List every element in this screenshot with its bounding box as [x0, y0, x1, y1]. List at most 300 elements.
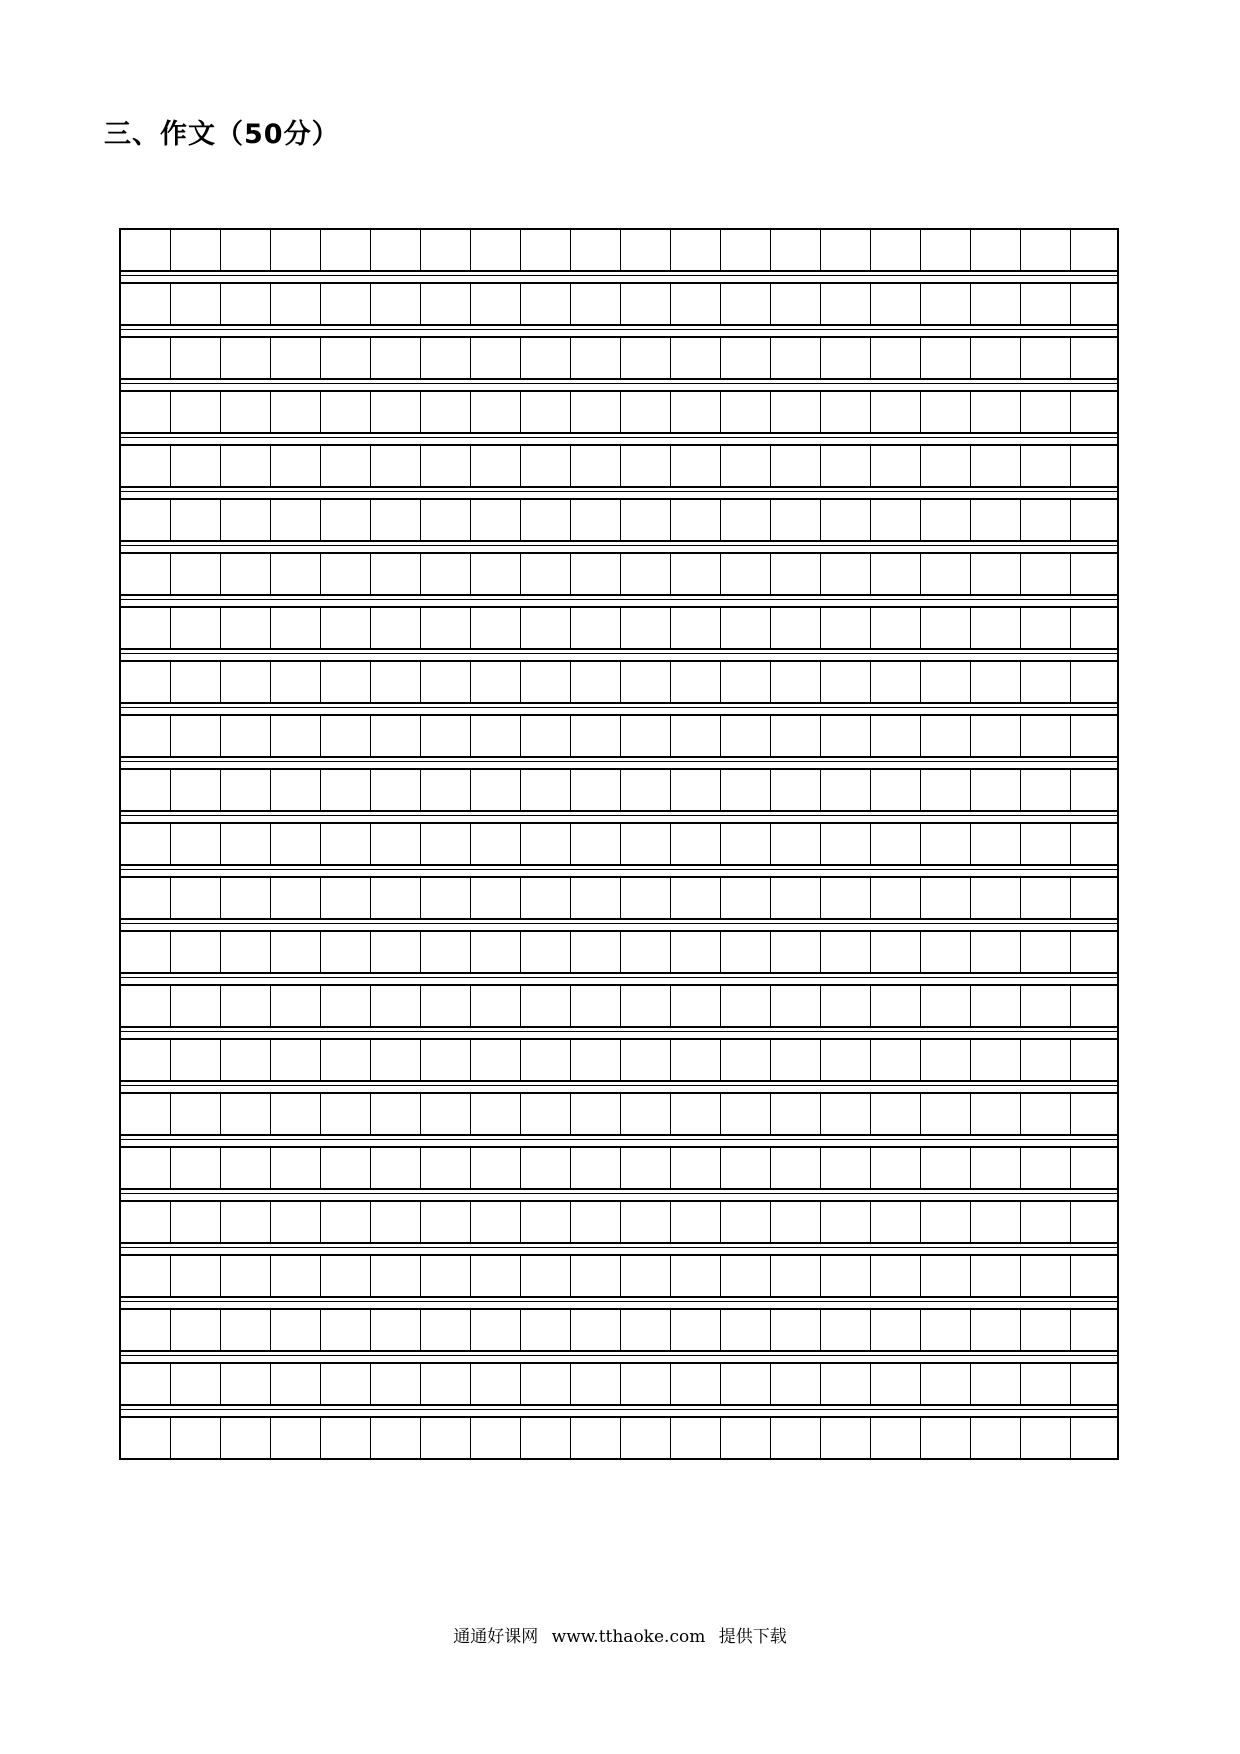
- grid-cell[interactable]: [571, 446, 621, 486]
- grid-cell[interactable]: [271, 986, 321, 1026]
- grid-cell[interactable]: [321, 1202, 371, 1242]
- grid-cell[interactable]: [671, 1094, 721, 1134]
- grid-cell[interactable]: [521, 392, 571, 432]
- grid-cell[interactable]: [271, 878, 321, 918]
- grid-cell[interactable]: [421, 1148, 471, 1188]
- grid-cell[interactable]: [921, 662, 971, 702]
- grid-cell[interactable]: [271, 1148, 321, 1188]
- grid-cell[interactable]: [571, 392, 621, 432]
- grid-cell[interactable]: [321, 446, 371, 486]
- grid-cell[interactable]: [771, 500, 821, 540]
- grid-cell[interactable]: [1021, 338, 1071, 378]
- grid-cell[interactable]: [1071, 230, 1121, 270]
- grid-cell[interactable]: [871, 554, 921, 594]
- grid-cell[interactable]: [921, 608, 971, 648]
- grid-cell[interactable]: [621, 824, 671, 864]
- grid-cell[interactable]: [1071, 1148, 1121, 1188]
- grid-cell[interactable]: [321, 1040, 371, 1080]
- grid-cell[interactable]: [421, 500, 471, 540]
- grid-cell[interactable]: [821, 986, 871, 1026]
- grid-cell[interactable]: [571, 1148, 621, 1188]
- grid-cell[interactable]: [1021, 1310, 1071, 1350]
- grid-cell[interactable]: [471, 1202, 521, 1242]
- grid-cell[interactable]: [221, 446, 271, 486]
- grid-cell[interactable]: [571, 554, 621, 594]
- grid-cell[interactable]: [671, 500, 721, 540]
- grid-cell[interactable]: [1071, 878, 1121, 918]
- grid-cell[interactable]: [421, 1418, 471, 1458]
- grid-cell[interactable]: [921, 932, 971, 972]
- grid-cell[interactable]: [721, 500, 771, 540]
- grid-cell[interactable]: [271, 284, 321, 324]
- grid-cell[interactable]: [771, 824, 821, 864]
- grid-cell[interactable]: [571, 1094, 621, 1134]
- grid-cell[interactable]: [771, 446, 821, 486]
- grid-cell[interactable]: [871, 986, 921, 1026]
- grid-cell[interactable]: [921, 986, 971, 1026]
- grid-cell[interactable]: [771, 608, 821, 648]
- grid-cell[interactable]: [1071, 554, 1121, 594]
- grid-cell[interactable]: [971, 554, 1021, 594]
- grid-cell[interactable]: [421, 392, 471, 432]
- grid-cell[interactable]: [1071, 824, 1121, 864]
- grid-cell[interactable]: [471, 716, 521, 756]
- grid-cell[interactable]: [121, 500, 171, 540]
- grid-cell[interactable]: [221, 824, 271, 864]
- grid-cell[interactable]: [221, 230, 271, 270]
- grid-cell[interactable]: [621, 1202, 671, 1242]
- grid-cell[interactable]: [571, 878, 621, 918]
- grid-cell[interactable]: [171, 824, 221, 864]
- grid-cell[interactable]: [621, 716, 671, 756]
- grid-cell[interactable]: [921, 446, 971, 486]
- grid-cell[interactable]: [321, 1256, 371, 1296]
- grid-cell[interactable]: [521, 284, 571, 324]
- grid-cell[interactable]: [271, 392, 321, 432]
- grid-cell[interactable]: [121, 608, 171, 648]
- grid-cell[interactable]: [821, 500, 871, 540]
- grid-cell[interactable]: [721, 986, 771, 1026]
- grid-cell[interactable]: [671, 1148, 721, 1188]
- grid-cell[interactable]: [771, 1256, 821, 1296]
- grid-cell[interactable]: [721, 1202, 771, 1242]
- grid-cell[interactable]: [571, 608, 621, 648]
- grid-cell[interactable]: [671, 284, 721, 324]
- grid-cell[interactable]: [871, 608, 921, 648]
- grid-cell[interactable]: [721, 1256, 771, 1296]
- grid-cell[interactable]: [321, 662, 371, 702]
- grid-cell[interactable]: [271, 608, 321, 648]
- grid-cell[interactable]: [1021, 446, 1071, 486]
- grid-cell[interactable]: [621, 1040, 671, 1080]
- grid-cell[interactable]: [371, 1256, 421, 1296]
- grid-cell[interactable]: [271, 500, 321, 540]
- grid-cell[interactable]: [621, 500, 671, 540]
- grid-cell[interactable]: [521, 1094, 571, 1134]
- grid-cell[interactable]: [671, 770, 721, 810]
- grid-cell[interactable]: [471, 500, 521, 540]
- grid-cell[interactable]: [271, 1256, 321, 1296]
- grid-cell[interactable]: [471, 608, 521, 648]
- grid-cell[interactable]: [521, 500, 571, 540]
- grid-cell[interactable]: [321, 554, 371, 594]
- grid-cell[interactable]: [471, 1040, 521, 1080]
- grid-cell[interactable]: [871, 878, 921, 918]
- grid-cell[interactable]: [171, 1202, 221, 1242]
- grid-cell[interactable]: [571, 1418, 621, 1458]
- grid-cell[interactable]: [321, 1310, 371, 1350]
- grid-cell[interactable]: [371, 1094, 421, 1134]
- grid-cell[interactable]: [821, 1040, 871, 1080]
- grid-cell[interactable]: [171, 986, 221, 1026]
- grid-cell[interactable]: [921, 1148, 971, 1188]
- grid-cell[interactable]: [621, 284, 671, 324]
- grid-cell[interactable]: [1071, 662, 1121, 702]
- grid-cell[interactable]: [471, 446, 521, 486]
- grid-cell[interactable]: [1021, 662, 1071, 702]
- grid-cell[interactable]: [571, 1202, 621, 1242]
- grid-cell[interactable]: [371, 446, 421, 486]
- grid-cell[interactable]: [671, 338, 721, 378]
- grid-cell[interactable]: [421, 554, 471, 594]
- grid-cell[interactable]: [771, 392, 821, 432]
- grid-cell[interactable]: [1021, 770, 1071, 810]
- grid-cell[interactable]: [971, 338, 1021, 378]
- grid-cell[interactable]: [871, 1256, 921, 1296]
- grid-cell[interactable]: [921, 1040, 971, 1080]
- grid-cell[interactable]: [121, 1418, 171, 1458]
- grid-cell[interactable]: [321, 230, 371, 270]
- grid-cell[interactable]: [721, 446, 771, 486]
- grid-cell[interactable]: [821, 554, 871, 594]
- grid-cell[interactable]: [421, 338, 471, 378]
- grid-cell[interactable]: [571, 716, 621, 756]
- grid-cell[interactable]: [671, 716, 721, 756]
- grid-cell[interactable]: [221, 986, 271, 1026]
- grid-cell[interactable]: [921, 824, 971, 864]
- grid-cell[interactable]: [721, 1418, 771, 1458]
- grid-cell[interactable]: [121, 1148, 171, 1188]
- grid-cell[interactable]: [971, 392, 1021, 432]
- grid-cell[interactable]: [871, 1094, 921, 1134]
- grid-cell[interactable]: [121, 986, 171, 1026]
- grid-cell[interactable]: [221, 1418, 271, 1458]
- grid-cell[interactable]: [521, 1040, 571, 1080]
- grid-cell[interactable]: [521, 662, 571, 702]
- grid-cell[interactable]: [671, 932, 721, 972]
- grid-cell[interactable]: [221, 1256, 271, 1296]
- grid-cell[interactable]: [721, 1310, 771, 1350]
- grid-cell[interactable]: [1021, 986, 1071, 1026]
- grid-cell[interactable]: [921, 1310, 971, 1350]
- grid-cell[interactable]: [171, 878, 221, 918]
- grid-cell[interactable]: [721, 392, 771, 432]
- grid-cell[interactable]: [671, 986, 721, 1026]
- grid-cell[interactable]: [621, 230, 671, 270]
- grid-cell[interactable]: [521, 554, 571, 594]
- grid-cell[interactable]: [271, 932, 321, 972]
- grid-cell[interactable]: [471, 932, 521, 972]
- grid-cell[interactable]: [621, 1310, 671, 1350]
- grid-cell[interactable]: [371, 878, 421, 918]
- grid-cell[interactable]: [171, 338, 221, 378]
- grid-cell[interactable]: [1021, 1094, 1071, 1134]
- grid-cell[interactable]: [721, 878, 771, 918]
- grid-cell[interactable]: [221, 554, 271, 594]
- grid-cell[interactable]: [721, 338, 771, 378]
- grid-cell[interactable]: [871, 932, 921, 972]
- grid-cell[interactable]: [221, 1148, 271, 1188]
- grid-cell[interactable]: [771, 716, 821, 756]
- grid-cell[interactable]: [321, 338, 371, 378]
- grid-cell[interactable]: [971, 770, 1021, 810]
- grid-cell[interactable]: [771, 1418, 821, 1458]
- grid-cell[interactable]: [271, 1094, 321, 1134]
- grid-cell[interactable]: [121, 1310, 171, 1350]
- grid-cell[interactable]: [271, 662, 321, 702]
- grid-cell[interactable]: [521, 446, 571, 486]
- grid-cell[interactable]: [121, 770, 171, 810]
- grid-cell[interactable]: [921, 1094, 971, 1134]
- grid-cell[interactable]: [771, 230, 821, 270]
- grid-cell[interactable]: [971, 1256, 1021, 1296]
- grid-cell[interactable]: [621, 446, 671, 486]
- grid-cell[interactable]: [271, 770, 321, 810]
- grid-cell[interactable]: [571, 500, 621, 540]
- grid-cell[interactable]: [1021, 1148, 1071, 1188]
- grid-cell[interactable]: [371, 1310, 421, 1350]
- grid-cell[interactable]: [221, 1040, 271, 1080]
- grid-cell[interactable]: [521, 716, 571, 756]
- grid-cell[interactable]: [821, 1256, 871, 1296]
- grid-cell[interactable]: [671, 1418, 721, 1458]
- grid-cell[interactable]: [471, 338, 521, 378]
- grid-cell[interactable]: [271, 824, 321, 864]
- grid-cell[interactable]: [921, 716, 971, 756]
- grid-cell[interactable]: [671, 446, 721, 486]
- grid-cell[interactable]: [571, 986, 621, 1026]
- grid-cell[interactable]: [121, 1094, 171, 1134]
- grid-cell[interactable]: [771, 554, 821, 594]
- grid-cell[interactable]: [771, 284, 821, 324]
- grid-cell[interactable]: [771, 1202, 821, 1242]
- grid-cell[interactable]: [621, 986, 671, 1026]
- grid-cell[interactable]: [771, 770, 821, 810]
- grid-cell[interactable]: [371, 662, 421, 702]
- grid-cell[interactable]: [321, 284, 371, 324]
- grid-cell[interactable]: [321, 1094, 371, 1134]
- grid-cell[interactable]: [621, 1418, 671, 1458]
- grid-cell[interactable]: [471, 1418, 521, 1458]
- grid-cell[interactable]: [1071, 392, 1121, 432]
- grid-cell[interactable]: [171, 662, 221, 702]
- grid-cell[interactable]: [521, 1364, 571, 1404]
- grid-cell[interactable]: [821, 1094, 871, 1134]
- grid-cell[interactable]: [471, 986, 521, 1026]
- grid-cell[interactable]: [471, 554, 521, 594]
- grid-cell[interactable]: [421, 1310, 471, 1350]
- grid-cell[interactable]: [271, 716, 321, 756]
- grid-cell[interactable]: [421, 1256, 471, 1296]
- grid-cell[interactable]: [371, 608, 421, 648]
- grid-cell[interactable]: [971, 986, 1021, 1026]
- grid-cell[interactable]: [971, 284, 1021, 324]
- grid-cell[interactable]: [421, 230, 471, 270]
- grid-cell[interactable]: [321, 824, 371, 864]
- grid-cell[interactable]: [671, 230, 721, 270]
- grid-cell[interactable]: [971, 1364, 1021, 1404]
- grid-cell[interactable]: [971, 230, 1021, 270]
- grid-cell[interactable]: [821, 446, 871, 486]
- grid-cell[interactable]: [121, 662, 171, 702]
- grid-cell[interactable]: [471, 392, 521, 432]
- grid-cell[interactable]: [821, 1202, 871, 1242]
- grid-cell[interactable]: [971, 1148, 1021, 1188]
- grid-cell[interactable]: [421, 1040, 471, 1080]
- grid-cell[interactable]: [521, 1418, 571, 1458]
- grid-cell[interactable]: [971, 1094, 1021, 1134]
- grid-cell[interactable]: [621, 1256, 671, 1296]
- grid-cell[interactable]: [471, 284, 521, 324]
- grid-cell[interactable]: [521, 1310, 571, 1350]
- grid-cell[interactable]: [1021, 500, 1071, 540]
- grid-cell[interactable]: [971, 824, 1021, 864]
- grid-cell[interactable]: [471, 824, 521, 864]
- grid-cell[interactable]: [1071, 1310, 1121, 1350]
- grid-cell[interactable]: [871, 284, 921, 324]
- grid-cell[interactable]: [221, 608, 271, 648]
- grid-cell[interactable]: [921, 338, 971, 378]
- grid-cell[interactable]: [171, 716, 221, 756]
- grid-cell[interactable]: [121, 284, 171, 324]
- grid-cell[interactable]: [371, 1418, 421, 1458]
- grid-cell[interactable]: [321, 878, 371, 918]
- grid-cell[interactable]: [921, 770, 971, 810]
- grid-cell[interactable]: [671, 1364, 721, 1404]
- grid-cell[interactable]: [871, 770, 921, 810]
- grid-cell[interactable]: [121, 932, 171, 972]
- grid-cell[interactable]: [221, 1094, 271, 1134]
- grid-cell[interactable]: [121, 446, 171, 486]
- grid-cell[interactable]: [1071, 1256, 1121, 1296]
- grid-cell[interactable]: [1071, 1040, 1121, 1080]
- grid-cell[interactable]: [421, 824, 471, 864]
- grid-cell[interactable]: [371, 554, 421, 594]
- grid-cell[interactable]: [1021, 230, 1071, 270]
- grid-cell[interactable]: [571, 1310, 621, 1350]
- grid-cell[interactable]: [971, 1040, 1021, 1080]
- grid-cell[interactable]: [571, 932, 621, 972]
- grid-cell[interactable]: [1021, 824, 1071, 864]
- grid-cell[interactable]: [1071, 608, 1121, 648]
- grid-cell[interactable]: [571, 1364, 621, 1404]
- grid-cell[interactable]: [171, 1040, 221, 1080]
- grid-cell[interactable]: [421, 608, 471, 648]
- grid-cell[interactable]: [271, 230, 321, 270]
- grid-cell[interactable]: [671, 554, 721, 594]
- grid-cell[interactable]: [171, 1310, 221, 1350]
- grid-cell[interactable]: [421, 1202, 471, 1242]
- grid-cell[interactable]: [821, 392, 871, 432]
- grid-cell[interactable]: [371, 1364, 421, 1404]
- grid-cell[interactable]: [871, 338, 921, 378]
- grid-cell[interactable]: [671, 1040, 721, 1080]
- grid-cell[interactable]: [471, 230, 521, 270]
- grid-cell[interactable]: [571, 230, 621, 270]
- grid-cell[interactable]: [421, 284, 471, 324]
- grid-cell[interactable]: [171, 932, 221, 972]
- grid-cell[interactable]: [621, 338, 671, 378]
- grid-cell[interactable]: [1071, 1364, 1121, 1404]
- grid-cell[interactable]: [321, 770, 371, 810]
- grid-cell[interactable]: [771, 932, 821, 972]
- grid-cell[interactable]: [171, 500, 221, 540]
- grid-cell[interactable]: [521, 770, 571, 810]
- grid-cell[interactable]: [371, 770, 421, 810]
- grid-cell[interactable]: [721, 662, 771, 702]
- grid-cell[interactable]: [121, 230, 171, 270]
- grid-cell[interactable]: [971, 716, 1021, 756]
- grid-cell[interactable]: [521, 1148, 571, 1188]
- grid-cell[interactable]: [421, 878, 471, 918]
- grid-cell[interactable]: [671, 608, 721, 648]
- grid-cell[interactable]: [721, 824, 771, 864]
- grid-cell[interactable]: [621, 662, 671, 702]
- grid-cell[interactable]: [171, 1256, 221, 1296]
- grid-cell[interactable]: [871, 1202, 921, 1242]
- grid-cell[interactable]: [321, 986, 371, 1026]
- grid-cell[interactable]: [421, 446, 471, 486]
- grid-cell[interactable]: [171, 1364, 221, 1404]
- grid-cell[interactable]: [721, 230, 771, 270]
- grid-cell[interactable]: [471, 1148, 521, 1188]
- grid-cell[interactable]: [571, 770, 621, 810]
- grid-cell[interactable]: [671, 878, 721, 918]
- grid-cell[interactable]: [721, 608, 771, 648]
- grid-cell[interactable]: [221, 338, 271, 378]
- grid-cell[interactable]: [921, 230, 971, 270]
- grid-cell[interactable]: [821, 608, 871, 648]
- grid-cell[interactable]: [371, 932, 421, 972]
- grid-cell[interactable]: [1021, 608, 1071, 648]
- grid-cell[interactable]: [221, 1364, 271, 1404]
- grid-cell[interactable]: [971, 1310, 1021, 1350]
- grid-cell[interactable]: [471, 1364, 521, 1404]
- grid-cell[interactable]: [571, 284, 621, 324]
- grid-cell[interactable]: [271, 1310, 321, 1350]
- grid-cell[interactable]: [1021, 1202, 1071, 1242]
- grid-cell[interactable]: [871, 500, 921, 540]
- grid-cell[interactable]: [121, 878, 171, 918]
- grid-cell[interactable]: [721, 1364, 771, 1404]
- grid-cell[interactable]: [871, 1148, 921, 1188]
- grid-cell[interactable]: [621, 1094, 671, 1134]
- grid-cell[interactable]: [371, 500, 421, 540]
- grid-cell[interactable]: [1021, 1256, 1071, 1296]
- grid-cell[interactable]: [921, 392, 971, 432]
- grid-cell[interactable]: [821, 338, 871, 378]
- grid-cell[interactable]: [871, 392, 921, 432]
- grid-cell[interactable]: [621, 770, 671, 810]
- grid-cell[interactable]: [271, 446, 321, 486]
- composition-grid[interactable]: [119, 228, 1119, 1460]
- grid-cell[interactable]: [221, 500, 271, 540]
- grid-cell[interactable]: [321, 1418, 371, 1458]
- grid-cell[interactable]: [621, 932, 671, 972]
- grid-cell[interactable]: [371, 1148, 421, 1188]
- grid-cell[interactable]: [821, 824, 871, 864]
- grid-cell[interactable]: [371, 392, 421, 432]
